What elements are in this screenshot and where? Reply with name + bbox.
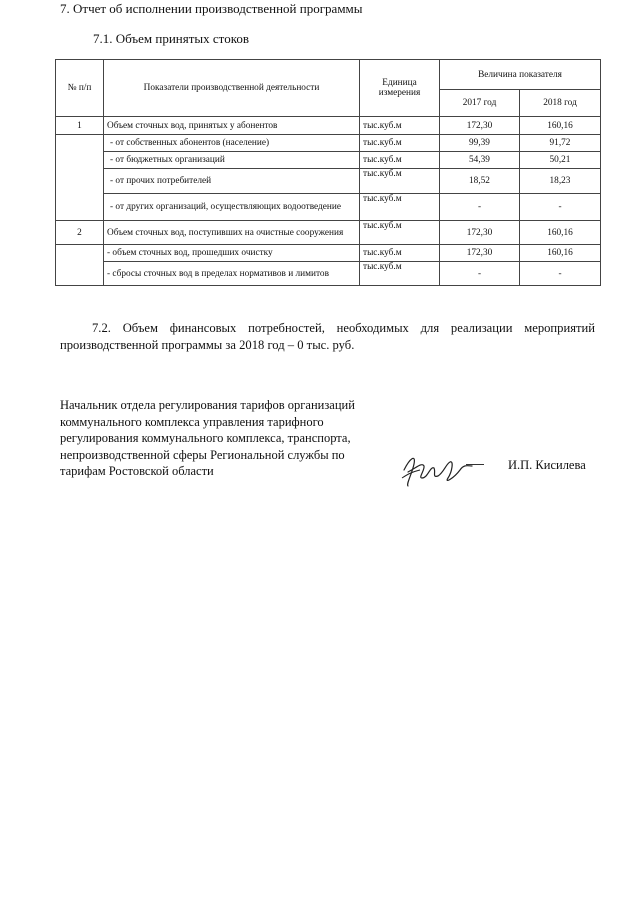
row-2018: - — [520, 194, 601, 221]
row-2017: 172,30 — [440, 221, 520, 245]
row-indicator: - объем сточных вод, прошедших очистку — [104, 245, 360, 262]
row-indicator: Объем сточных вод, поступивших на очистные сооружения — [104, 221, 360, 245]
row-num: 1 — [56, 117, 104, 135]
table-row — [56, 245, 601, 262]
row-unit: тыс.куб.м — [360, 221, 440, 245]
header-num: № п/п — [56, 60, 104, 117]
row-2018: - — [520, 262, 601, 286]
signatory-name: И.П. Кисилева — [508, 458, 586, 472]
table-row — [56, 135, 601, 152]
table-row — [56, 262, 601, 286]
subsection-title: 7.1. Объем принятых стоков — [93, 31, 249, 46]
row-2017: 172,30 — [440, 245, 520, 262]
row-2018: 91,72 — [520, 135, 601, 152]
row-2018: 18,23 — [520, 169, 601, 194]
row-unit: тыс.куб.м — [360, 169, 440, 194]
header-2018: 2018 год — [520, 90, 601, 117]
row-2017: 172,30 — [440, 117, 520, 135]
signature-dash — [466, 464, 484, 465]
header-value: Величина показателя — [440, 60, 601, 90]
table-row — [56, 152, 601, 169]
table-row — [56, 169, 601, 194]
row-2017: 99,39 — [440, 135, 520, 152]
row-unit: тыс.куб.м — [360, 152, 440, 169]
row-unit: тыс.куб.м — [360, 135, 440, 152]
row-indicator: Объем сточных вод, принятых у абонентов — [104, 117, 360, 135]
row-2017: - — [440, 262, 520, 286]
row-unit: тыс.куб.м — [360, 262, 440, 286]
handwritten-signature — [398, 448, 478, 490]
row-2018: 50,21 — [520, 152, 601, 169]
row-num-empty — [56, 245, 104, 286]
row-unit: тыс.куб.м — [360, 194, 440, 221]
row-2017: 54,39 — [440, 152, 520, 169]
row-indicator: - сбросы сточных вод в пределах нормативов и лимитов — [104, 262, 360, 286]
row-2018: 160,16 — [520, 245, 601, 262]
table-row — [56, 194, 601, 221]
table-row — [56, 117, 601, 135]
row-2018: 160,16 — [520, 117, 601, 135]
section-title: 7. Отчет об исполнении производственной программы — [60, 1, 363, 16]
row-num: 2 — [56, 221, 104, 245]
sewage-volume-table — [55, 59, 601, 286]
row-indicator: - от собственных абонентов (население) — [104, 135, 360, 152]
table-row — [56, 221, 601, 245]
row-2018: 160,16 — [520, 221, 601, 245]
header-2017: 2017 год — [440, 90, 520, 117]
row-indicator: - от бюджетных организаций — [104, 152, 360, 169]
signatory-position: Начальник отдела регулирования тарифов организаций коммунального комплекса управления тарифного регулирования коммунального комплекса, транспорта, непроизводственной сферы Региональной службы по тарифам Ростовской области — [60, 398, 355, 478]
row-indicator: - от прочих потребителей — [104, 169, 360, 194]
row-num-empty — [56, 135, 104, 221]
row-unit: тыс.куб.м — [360, 117, 440, 135]
row-2017: 18,52 — [440, 169, 520, 194]
row-unit: тыс.куб.м — [360, 245, 440, 262]
financial-needs-paragraph: 7.2. Объем финансовых потребностей, необходимых для реализации мероприятий производственной программы за 2018 год – 0 тыс. руб. — [60, 321, 595, 352]
row-2017: - — [440, 194, 520, 221]
header-unit: Единица измерения — [360, 60, 440, 117]
row-indicator: - от других организаций, осуществляющих водоотведение — [104, 194, 360, 221]
header-indicator: Показатели производственной деятельности — [104, 60, 360, 117]
